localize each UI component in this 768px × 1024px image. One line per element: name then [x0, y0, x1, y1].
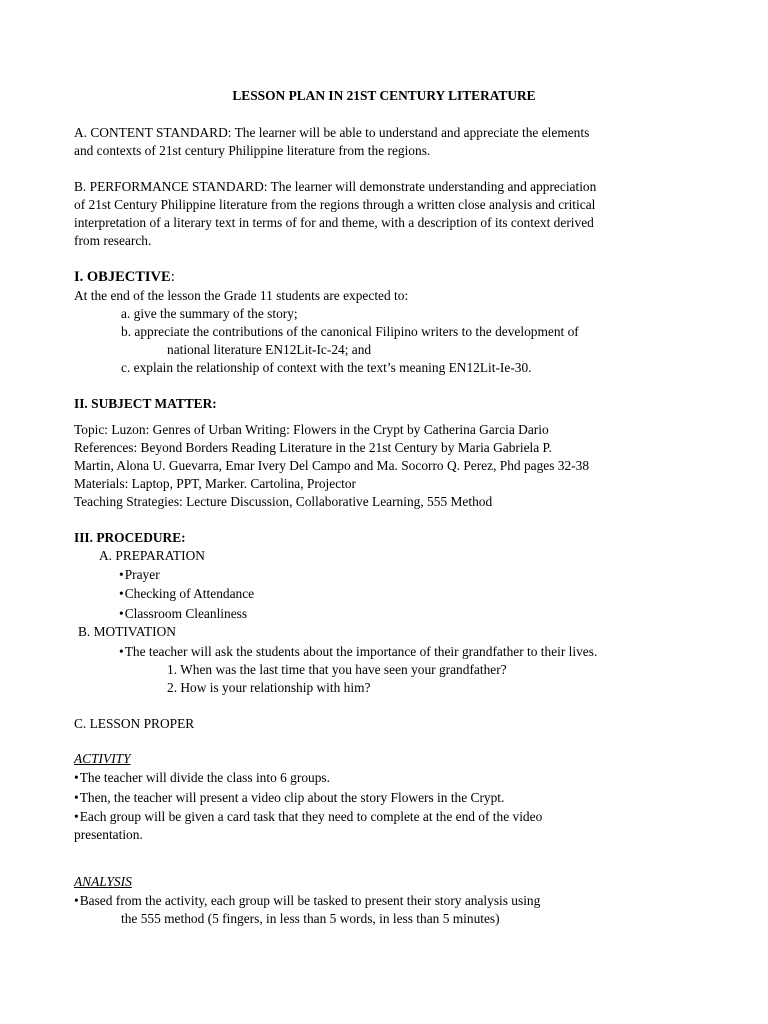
preparation-item: • Classroom Cleanliness: [119, 605, 247, 623]
activity-item: • Then, the teacher will present a video clip about the story Flowers in the Crypt.: [74, 789, 504, 807]
preparation-item: • Checking of Attendance: [119, 585, 254, 603]
subject-matter-materials: Materials: Laptop, PPT, Marker. Cartolina, Projector: [74, 476, 357, 491]
activity-item: • The teacher will divide the class into 6 groups.: [74, 769, 330, 787]
procedure-heading: III. PROCEDURE:: [74, 530, 186, 545]
activity-heading: ACTIVITY: [74, 751, 131, 766]
preparation-item: • Prayer: [119, 566, 160, 584]
subject-matter-heading: II. SUBJECT MATTER:: [74, 396, 217, 411]
performance-standard-line-3: interpretation of a literary text in terms of for and theme, with a description of its context derived: [74, 215, 594, 230]
objective-item-b-line-2: national literature EN12Lit-Ic-24; and: [167, 342, 372, 357]
subject-matter-references-line-2: Martin, Alona U. Guevarra, Emar Ivery Del Campo and Ma. Socorro Q. Perez, Phd pages 32-38: [74, 458, 590, 473]
motivation-question: 1. When was the last time that you have seen your grandfather?: [167, 662, 507, 677]
content-standard-line-1: A. CONTENT STANDARD: The learner will be able to understand and appreciate the elements: [74, 125, 590, 140]
subject-matter-topic: Topic: Luzon: Genres of Urban Writing: Flowers in the Crypt by Catherina Garcia Dario: [74, 422, 549, 437]
analysis-item: • Based from the activity, each group will be tasked to present their story analysis using: [74, 892, 540, 910]
objective-heading-colon: :: [170, 269, 175, 285]
activity-item-continuation: presentation.: [74, 827, 143, 842]
analysis-heading: ANALYSIS: [74, 874, 132, 889]
subject-matter-strategies: Teaching Strategies: Lecture Discussion, Collaborative Learning, 555 Method: [74, 494, 493, 509]
performance-standard-line-4: from research.: [74, 233, 152, 248]
lesson-proper-heading: C. LESSON PROPER: [74, 716, 195, 731]
objective-item-b-line-1: b. appreciate the contributions of the canonical Filipino writers to the development of: [121, 324, 579, 339]
motivation-item: • The teacher will ask the students about the importance of their grandfather to their lives.: [119, 643, 597, 661]
motivation-question: 2. How is your relationship with him?: [167, 680, 371, 695]
performance-standard-line-1: B. PERFORMANCE STANDARD: The learner will demonstrate understanding and appreciation: [74, 179, 597, 194]
document-title: LESSON PLAN IN 21ST CENTURY LITERATURE: [232, 88, 536, 103]
objective-intro: At the end of the lesson the Grade 11 students are expected to:: [74, 288, 409, 303]
preparation-heading: A. PREPARATION: [99, 548, 205, 563]
objective-item-a: a. give the summary of the story;: [121, 306, 298, 321]
objective-item-c: c. explain the relationship of context with the text’s meaning EN12Lit-Ie-30.: [121, 360, 532, 375]
subject-matter-references-line-1: References: Beyond Borders Reading Literature in the 21st Century by Maria Gabriela P.: [74, 440, 552, 455]
motivation-heading: B. MOTIVATION: [78, 624, 176, 639]
analysis-item-continuation: the 555 method (5 fingers, in less than 5 words, in less than 5 minutes): [121, 911, 500, 926]
objective-heading-text: I. OBJECTIVE: [74, 269, 171, 285]
content-standard-line-2: and contexts of 21st century Philippine literature from the regions.: [74, 143, 431, 158]
performance-standard-line-2: of 21st Century Philippine literature from the regions through a written close analysis and critical: [74, 197, 596, 212]
activity-item: • Each group will be given a card task that they need to complete at the end of the video: [74, 808, 542, 826]
objective-heading: [74, 268, 175, 286]
